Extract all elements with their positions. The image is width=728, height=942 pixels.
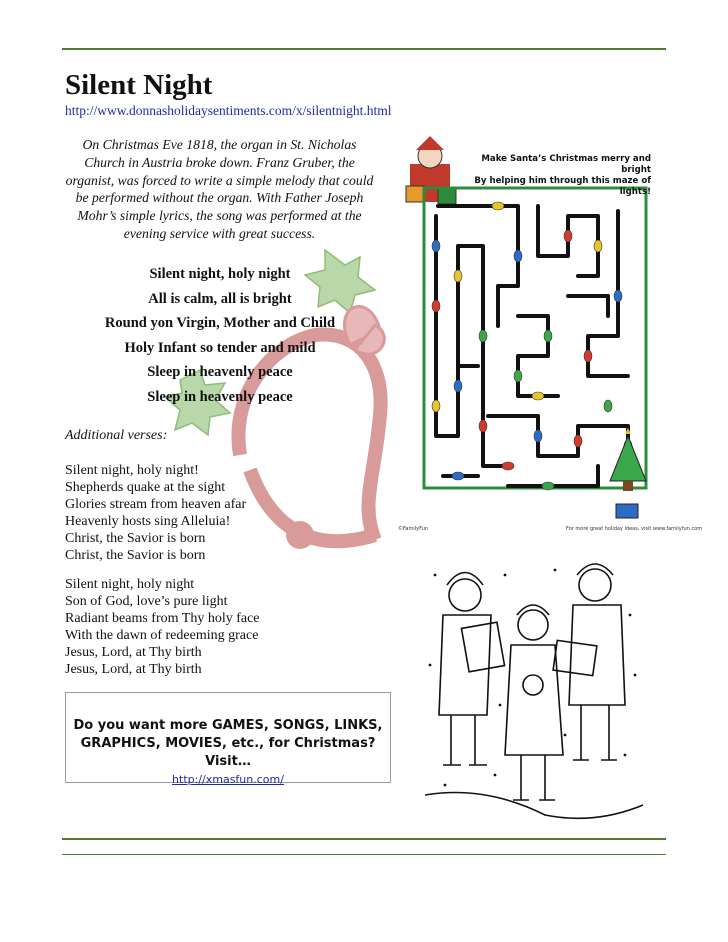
maze-caption-line: Make Santa’s Christmas merry and bright bbox=[481, 154, 651, 175]
intro-paragraph: On Christmas Eve 1818, the organ in St. Nicholas Church in Austria broke down. Franz Gruber, the organist, was forced to write a simple melody that could be performed without the organ. With Father Joseph Mohr’s simple lyrics, the song was performed at the evening service with great success. bbox=[65, 137, 374, 241]
additional-verses-label: Additional verses: bbox=[65, 428, 168, 443]
source-link[interactable]: http://www.donnasholidaysentiments.com/x/silentnight.html bbox=[65, 103, 392, 118]
carolers-illustration bbox=[425, 555, 643, 825]
verse-line: Christ, the Savior is born bbox=[65, 531, 206, 546]
verse-line: Shepherds quake at the sight bbox=[65, 480, 226, 495]
promo-line: GRAPHICS, MOVIES, etc., for Christmas? Visit… bbox=[80, 736, 376, 769]
bottom-rule-secondary bbox=[62, 854, 666, 855]
bottom-rule bbox=[62, 838, 666, 840]
verse-line: Jesus, Lord, at Thy birth bbox=[65, 645, 202, 660]
verse-1 bbox=[70, 262, 370, 410]
maze-credit-left: ©FamilyFun bbox=[398, 526, 429, 532]
promo-box bbox=[65, 692, 391, 786]
page-title: Silent Night bbox=[65, 69, 213, 101]
verse-line: Silent night, holy night bbox=[65, 577, 195, 592]
verse-line: Holy Infant so tender and mild bbox=[124, 339, 316, 356]
maze-caption bbox=[461, 154, 651, 198]
verse-line: Round yon Virgin, Mother and Child bbox=[104, 315, 336, 332]
promo-link[interactable]: http://xmasfun.com/ bbox=[172, 773, 284, 786]
verse-3 bbox=[65, 576, 260, 678]
christmas-tree-icon bbox=[610, 428, 646, 518]
maze-caption-line: By helping him through this maze of lights! bbox=[474, 176, 651, 197]
verse-line: Silent night, holy night! bbox=[65, 463, 199, 478]
verse-line: Sleep in heavenly peace bbox=[147, 388, 293, 405]
verse-line: Radiant beams from Thy holy face bbox=[65, 611, 260, 626]
verse-line: Silent night, holy night bbox=[149, 266, 291, 282]
verse-line: Jesus, Lord, at Thy birth bbox=[65, 662, 202, 677]
verse-line: Son of God, love’s pure light bbox=[65, 594, 228, 609]
promo-text bbox=[66, 717, 390, 771]
snow-ground bbox=[425, 793, 643, 819]
verse-line: All is calm, all is bright bbox=[148, 290, 292, 307]
santa-icon bbox=[406, 136, 456, 204]
verse-line: Heavenly hosts sing Alleluia! bbox=[65, 514, 231, 529]
caroler-middle-icon bbox=[505, 605, 563, 800]
verse-2 bbox=[65, 462, 246, 564]
verse-line: Glories stream from heaven afar bbox=[65, 497, 247, 512]
caroler-right-icon bbox=[553, 564, 625, 760]
top-rule bbox=[62, 48, 666, 50]
verse-line: Sleep in heavenly peace bbox=[147, 364, 293, 381]
snowflakes bbox=[429, 569, 637, 787]
maze-credit-right: For more great holiday ideas, visit www.familyfun.com bbox=[566, 526, 703, 532]
verse-line: Christ, the Savior is born bbox=[65, 548, 206, 563]
verse-line: With the dawn of redeeming grace bbox=[65, 628, 259, 643]
caroler-left-icon bbox=[439, 573, 505, 766]
promo-line: Do you want more GAMES, SONGS, LINKS, bbox=[73, 718, 383, 733]
